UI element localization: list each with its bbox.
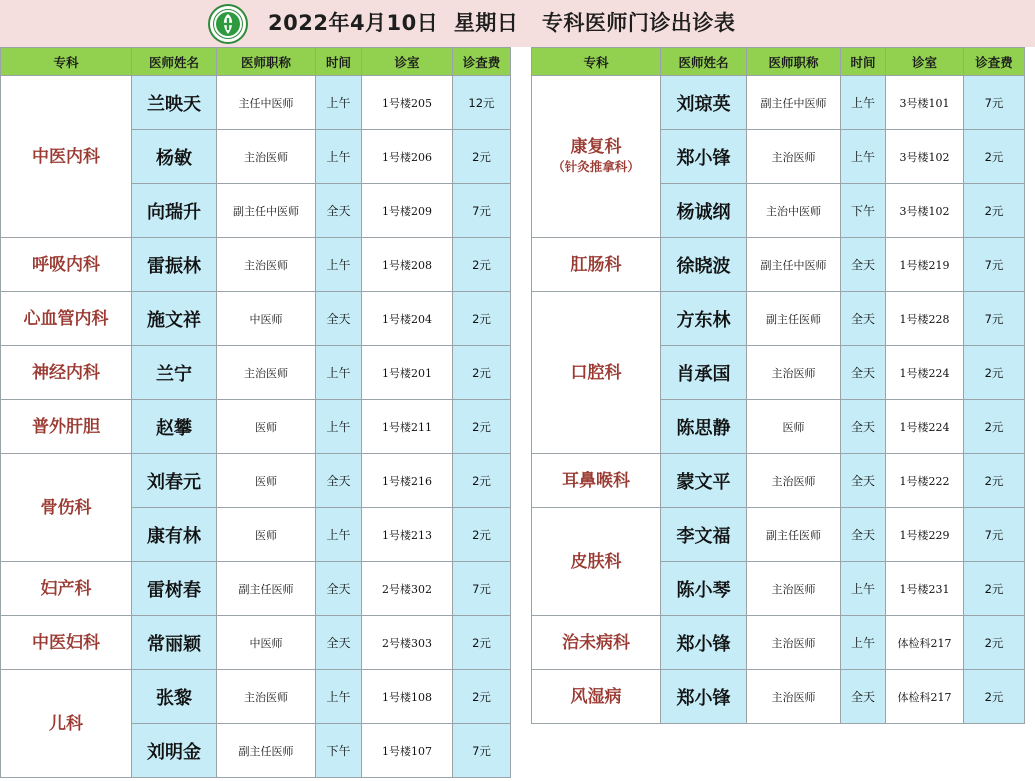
doctor-name: 施文祥 [132, 292, 217, 346]
consultation-fee: 7元 [964, 508, 1025, 562]
table-row [1, 562, 511, 616]
doctor-title: 主任中医师 [217, 76, 316, 130]
department-name: 呼吸内科 [32, 254, 100, 275]
consultation-fee: 2元 [453, 508, 511, 562]
consultation-fee: 2元 [964, 562, 1025, 616]
session-time: 上午 [316, 238, 362, 292]
department-name: 骨伤科 [40, 497, 92, 518]
column-header: 医师职称 [747, 48, 841, 76]
department-name: 皮肤科 [570, 551, 622, 572]
doctor-name: 徐晓波 [661, 238, 747, 292]
session-time: 全天 [316, 454, 362, 508]
doctor-title: 主治医师 [217, 130, 316, 184]
clinic-room: 3号楼102 [886, 130, 964, 184]
doctor-title: 副主任中医师 [217, 184, 316, 238]
doctor-title: 主治医师 [217, 670, 316, 724]
clinic-room: 1号楼231 [886, 562, 964, 616]
session-time: 上午 [316, 346, 362, 400]
session-time: 上午 [841, 130, 886, 184]
session-time: 上午 [316, 76, 362, 130]
department-subtitle: （针灸推拿科） [552, 158, 640, 174]
session-time: 下午 [316, 724, 362, 778]
clinic-room: 1号楼201 [362, 346, 453, 400]
doctor-name: 刘春元 [132, 454, 217, 508]
hospital-logo-icon [208, 4, 248, 44]
session-time: 全天 [316, 562, 362, 616]
department-name: 中医内科 [32, 146, 100, 167]
column-header: 时间 [841, 48, 886, 76]
department-name: 治未病科 [562, 632, 630, 653]
consultation-fee: 2元 [453, 616, 511, 670]
department-name: 口腔科 [570, 362, 622, 383]
department-name: 风湿病 [570, 686, 622, 707]
table-row [1, 292, 511, 346]
clinic-room: 1号楼224 [886, 346, 964, 400]
doctor-name: 郑小锋 [661, 670, 747, 724]
clinic-room: 2号楼303 [362, 616, 453, 670]
session-time: 上午 [316, 508, 362, 562]
doctor-title: 副主任医师 [747, 508, 841, 562]
department-cell [1, 346, 132, 400]
header-row [1, 48, 511, 76]
doctor-title: 副主任医师 [217, 724, 316, 778]
column-header: 医师职称 [217, 48, 316, 76]
schedule-table-left [0, 47, 511, 778]
doctor-name: 雷振林 [132, 238, 217, 292]
schedule-table-right [531, 47, 1025, 724]
clinic-room: 1号楼229 [886, 508, 964, 562]
department-cell [1, 454, 132, 562]
column-header: 诊室 [362, 48, 453, 76]
doctor-name: 郑小锋 [661, 130, 747, 184]
clinic-room: 3号楼102 [886, 184, 964, 238]
session-time: 全天 [316, 616, 362, 670]
doctor-title: 主治医师 [217, 346, 316, 400]
page-title: 2022年4月10日 星期日 专科医师门诊出诊表 [268, 11, 736, 35]
clinic-room: 1号楼224 [886, 400, 964, 454]
column-header: 医师姓名 [661, 48, 747, 76]
clinic-room: 1号楼206 [362, 130, 453, 184]
doctor-title: 副主任中医师 [747, 238, 841, 292]
consultation-fee: 2元 [453, 400, 511, 454]
department-cell [1, 76, 132, 238]
table-row [1, 400, 511, 454]
session-time: 全天 [841, 238, 886, 292]
consultation-fee: 2元 [453, 346, 511, 400]
doctor-name: 康有林 [132, 508, 217, 562]
department-cell [532, 76, 661, 238]
department-cell [532, 454, 661, 508]
department-name: 心血管内科 [23, 308, 109, 329]
clinic-room: 体检科217 [886, 670, 964, 724]
department-cell [1, 616, 132, 670]
doctor-name: 刘琼英 [661, 76, 747, 130]
department-cell [532, 670, 661, 724]
clinic-room: 1号楼205 [362, 76, 453, 130]
clinic-room: 1号楼208 [362, 238, 453, 292]
doctor-title: 主治医师 [747, 130, 841, 184]
doctor-name: 陈思静 [661, 400, 747, 454]
department-cell [532, 616, 661, 670]
department-name: 神经内科 [32, 362, 100, 383]
session-time: 上午 [316, 400, 362, 454]
session-time: 上午 [316, 670, 362, 724]
table-row [532, 238, 1025, 292]
doctor-title: 医师 [217, 454, 316, 508]
doctor-title: 中医师 [217, 616, 316, 670]
department-name: 肛肠科 [570, 254, 622, 275]
consultation-fee: 2元 [453, 454, 511, 508]
doctor-title: 主治医师 [747, 616, 841, 670]
doctor-title: 中医师 [217, 292, 316, 346]
doctor-name: 蒙文平 [661, 454, 747, 508]
doctor-title: 主治医师 [747, 454, 841, 508]
clinic-room: 1号楼228 [886, 292, 964, 346]
department-cell [532, 238, 661, 292]
table-row [532, 292, 1025, 346]
table-row [532, 454, 1025, 508]
session-time: 全天 [841, 346, 886, 400]
session-time: 全天 [316, 292, 362, 346]
department-name: 耳鼻喉科 [562, 470, 630, 491]
doctor-name: 陈小琴 [661, 562, 747, 616]
doctor-title: 主治医师 [747, 346, 841, 400]
clinic-room: 1号楼107 [362, 724, 453, 778]
table-row [532, 670, 1025, 724]
doctor-title: 医师 [747, 400, 841, 454]
department-name: 康复科 [570, 136, 622, 157]
doctor-title: 副主任医师 [747, 292, 841, 346]
column-header: 专科 [1, 48, 132, 76]
table-row [1, 238, 511, 292]
consultation-fee: 2元 [964, 454, 1025, 508]
consultation-fee: 2元 [964, 670, 1025, 724]
doctor-title: 副主任医师 [217, 562, 316, 616]
consultation-fee: 7元 [964, 292, 1025, 346]
table-row [1, 76, 511, 130]
consultation-fee: 2元 [453, 238, 511, 292]
clinic-room: 1号楼211 [362, 400, 453, 454]
department-name: 妇产科 [40, 578, 92, 599]
title-bar [0, 0, 1035, 47]
column-header: 诊查费 [453, 48, 511, 76]
doctor-name: 刘明金 [132, 724, 217, 778]
doctor-name: 向瑞升 [132, 184, 217, 238]
department-name: 儿科 [49, 713, 83, 734]
table-row [532, 616, 1025, 670]
clinic-room: 3号楼101 [886, 76, 964, 130]
doctor-name: 方东林 [661, 292, 747, 346]
table-row [532, 508, 1025, 562]
department-cell [1, 238, 132, 292]
session-time: 全天 [841, 400, 886, 454]
session-time: 全天 [841, 292, 886, 346]
doctor-name: 郑小锋 [661, 616, 747, 670]
doctor-name: 杨诚纲 [661, 184, 747, 238]
clinic-room: 2号楼302 [362, 562, 453, 616]
column-header: 诊查费 [964, 48, 1025, 76]
doctor-name: 杨敏 [132, 130, 217, 184]
consultation-fee: 7元 [964, 76, 1025, 130]
department-cell [1, 670, 132, 778]
department-cell [1, 400, 132, 454]
clinic-room: 1号楼209 [362, 184, 453, 238]
column-header: 专科 [532, 48, 661, 76]
clinic-room: 1号楼213 [362, 508, 453, 562]
session-time: 上午 [841, 616, 886, 670]
session-time: 全天 [841, 508, 886, 562]
table-row [1, 670, 511, 724]
consultation-fee: 2元 [453, 670, 511, 724]
doctor-name: 李文福 [661, 508, 747, 562]
department-cell [532, 292, 661, 454]
doctor-title: 主治医师 [217, 238, 316, 292]
doctor-title: 主治医师 [747, 562, 841, 616]
consultation-fee: 2元 [964, 346, 1025, 400]
header-row [532, 48, 1025, 76]
department-cell [532, 508, 661, 616]
doctor-name: 张黎 [132, 670, 217, 724]
session-time: 全天 [316, 184, 362, 238]
doctor-title: 主治中医师 [747, 184, 841, 238]
department-cell [1, 292, 132, 346]
column-header: 诊室 [886, 48, 964, 76]
session-time: 上午 [316, 130, 362, 184]
doctor-title: 医师 [217, 508, 316, 562]
column-header: 时间 [316, 48, 362, 76]
clinic-room: 1号楼222 [886, 454, 964, 508]
session-time: 上午 [841, 562, 886, 616]
consultation-fee: 7元 [964, 238, 1025, 292]
doctor-title: 医师 [217, 400, 316, 454]
doctor-title: 副主任中医师 [747, 76, 841, 130]
doctor-name: 赵攀 [132, 400, 217, 454]
session-time: 全天 [841, 670, 886, 724]
doctor-name: 兰映天 [132, 76, 217, 130]
table-row [1, 616, 511, 670]
clinic-room: 1号楼108 [362, 670, 453, 724]
department-name: 中医妇科 [32, 632, 100, 653]
clinic-room: 1号楼219 [886, 238, 964, 292]
session-time: 上午 [841, 76, 886, 130]
doctor-title: 主治医师 [747, 670, 841, 724]
consultation-fee: 2元 [964, 130, 1025, 184]
clinic-room: 体检科217 [886, 616, 964, 670]
doctor-name: 肖承国 [661, 346, 747, 400]
consultation-fee: 7元 [453, 724, 511, 778]
department-cell [1, 562, 132, 616]
department-name: 普外肝胆 [32, 416, 100, 437]
consultation-fee: 2元 [964, 400, 1025, 454]
consultation-fee: 12元 [453, 76, 511, 130]
consultation-fee: 2元 [964, 184, 1025, 238]
consultation-fee: 7元 [453, 562, 511, 616]
table-row [532, 76, 1025, 130]
consultation-fee: 2元 [453, 130, 511, 184]
doctor-name: 常丽颖 [132, 616, 217, 670]
session-time: 下午 [841, 184, 886, 238]
doctor-name: 兰宁 [132, 346, 217, 400]
consultation-fee: 7元 [453, 184, 511, 238]
consultation-fee: 2元 [964, 616, 1025, 670]
session-time: 全天 [841, 454, 886, 508]
column-header: 医师姓名 [132, 48, 217, 76]
clinic-room: 1号楼204 [362, 292, 453, 346]
clinic-room: 1号楼216 [362, 454, 453, 508]
table-row [1, 454, 511, 508]
consultation-fee: 2元 [453, 292, 511, 346]
doctor-name: 雷树春 [132, 562, 217, 616]
table-row [1, 346, 511, 400]
